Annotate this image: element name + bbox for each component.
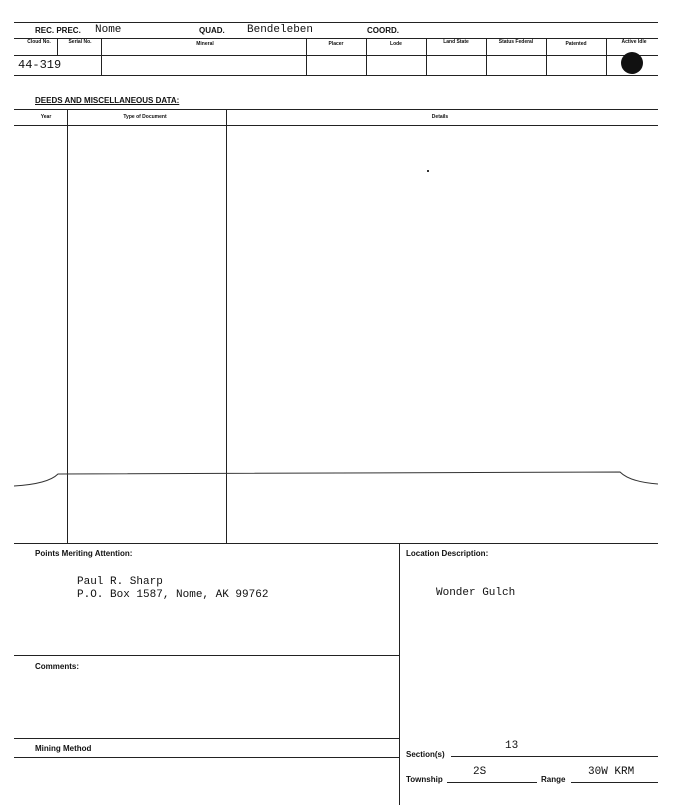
points-line-2: P.O. Box 1587, Nome, AK 99762: [77, 589, 269, 601]
columns-top-rule: [14, 38, 658, 39]
active-idle-header: Active Idle: [621, 39, 647, 45]
patented-header: Patented: [565, 41, 587, 47]
lode-header: Lode: [390, 41, 402, 47]
section-label: Section(s): [406, 750, 445, 759]
points-bottom-rule: [14, 655, 399, 656]
township-label: Township: [406, 775, 443, 784]
rec-prec-value: Nome: [95, 24, 122, 36]
coord-label: COORD.: [367, 26, 399, 35]
col-divider-3: [306, 38, 307, 75]
rec-prec-label: REC. PREC.: [35, 26, 81, 35]
comments-label: Comments:: [35, 662, 80, 671]
col-divider-4: [366, 38, 367, 75]
cloud-no-header: Cloud No.: [27, 39, 51, 45]
deeds-title: DEEDS AND MISCELLANEOUS DATA:: [35, 96, 180, 105]
mining-method-label: Mining Method: [35, 744, 92, 753]
cloud-no-value: 44-319: [18, 58, 62, 72]
deeds-bottom-rule: [14, 543, 658, 544]
col-divider-8: [606, 38, 607, 75]
col-divider-5: [426, 38, 427, 75]
mining-method-rule: [14, 757, 399, 758]
col-divider-7: [546, 38, 547, 75]
range-underline: [571, 782, 658, 783]
details-header: Details: [431, 114, 449, 120]
type-header: Type of Document: [123, 114, 167, 120]
fold-line: [0, 466, 678, 490]
township-value: 2S: [473, 766, 487, 778]
status-federal-header: Status Federal: [498, 39, 534, 45]
section-value: 13: [505, 740, 519, 752]
comments-bottom-rule: [14, 738, 399, 739]
col-divider-1: [57, 38, 58, 55]
record-bottom-rule: [14, 75, 658, 76]
serial-no-header: Serial No.: [68, 39, 92, 45]
range-label: Range: [541, 775, 566, 784]
col-divider-2: [101, 38, 102, 75]
columns-bottom-rule: [14, 55, 658, 56]
township-underline: [447, 782, 537, 783]
speck: [427, 170, 429, 172]
top-rule: [14, 22, 658, 23]
location-value: Wonder Gulch: [436, 587, 516, 599]
deeds-top-rule: [14, 109, 658, 110]
points-line-1: Paul R. Sharp: [77, 576, 163, 588]
quad-label: QUAD.: [199, 26, 225, 35]
year-header: Year: [40, 114, 52, 120]
land-state-header: Land State: [443, 39, 469, 45]
quad-value: Bendeleben: [247, 24, 314, 36]
mineral-header: Mineral: [196, 41, 214, 47]
active-mark-dot: [621, 52, 643, 74]
col-divider-6: [486, 38, 487, 75]
placer-header: Placer: [328, 41, 344, 47]
points-label: Points Meriting Attention:: [35, 549, 133, 558]
deeds-header-rule: [14, 125, 658, 126]
section-underline: [451, 756, 658, 757]
range-value: 30W KRM: [588, 766, 635, 778]
location-label: Location Description:: [406, 549, 489, 558]
lower-divider: [399, 543, 400, 805]
